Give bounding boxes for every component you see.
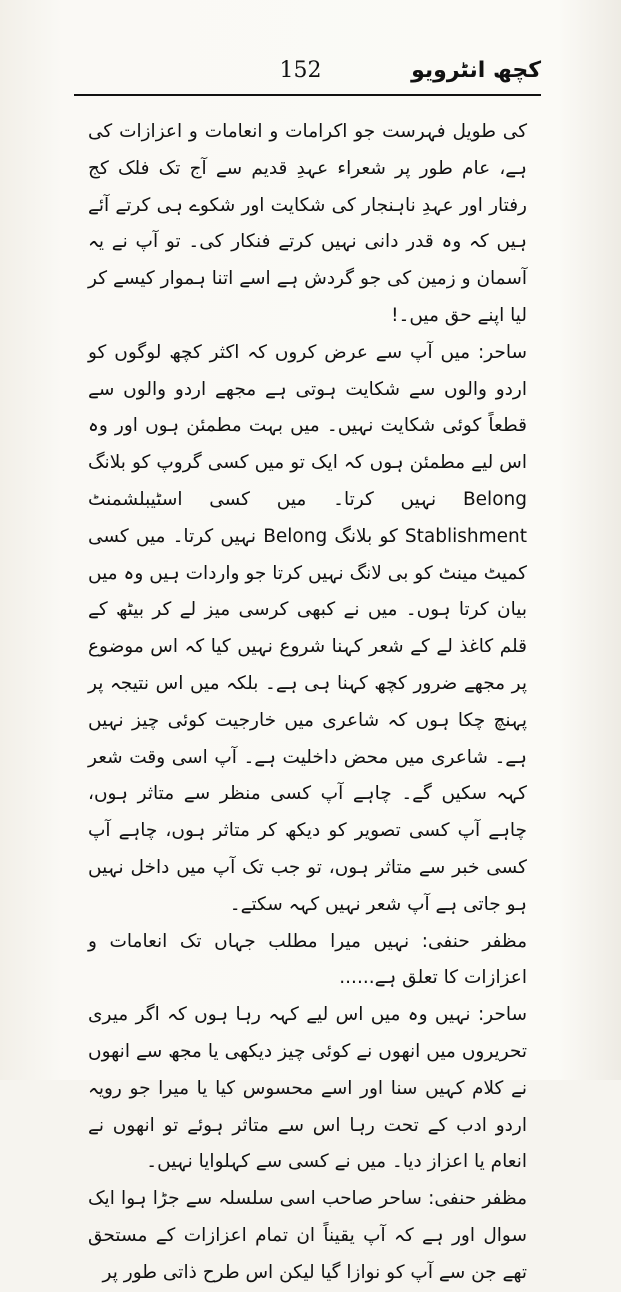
paragraph: [88, 114, 527, 335]
page-number: 152: [279, 58, 322, 83]
paragraph-text: ساحر صاحب اسی سلسلہ سے جڑا ہوا ایک سوال اور ہے کہ آپ یقیناً ان تمام اعزازات کے مستحق تھے جن سے آپ کو نوازا گیا لیکن اس طرح ذاتی طور پر: [88, 1188, 527, 1283]
paragraph-text: کی طویل فہرست جو اکرامات و انعامات و اعزازات کی ہے، عام طور پر شعراء عہدِ قدیم سے آج تک فلک کج رفتار اور عہدِ ناہنجار کی شکایت اور شکوے ہی کرتے آئے ہیں کہ وہ قدر دانی نہیں کرتے فنکار کی۔ تو آپ نے یہ آسمان و زمین کی جو گردش ہے اسے اتنا ہموار کیسے کر لیا اپنے حق میں۔!: [88, 121, 527, 326]
speaker-label: ساحر:: [477, 1004, 527, 1026]
speaker-label: مظفر حنفی:: [421, 930, 527, 952]
paragraph: [88, 335, 527, 924]
paragraph: [88, 997, 527, 1181]
speaker-label: مظفر حنفی:: [428, 1188, 528, 1210]
speaker-label: ساحر:: [477, 341, 527, 363]
paragraph-text: نہیں میرا مطلب جہاں تک انعامات و اعزازات کا تعلق ہے......: [88, 930, 527, 989]
paragraph-text: نہیں وہ میں اس لیے کہہ رہا ہوں کہ اگر میری تحریروں میں انھوں نے کوئی چیز دیکھی یا مجھ سے انھوں نے کلام کہیں سنا اور اسے محسوس کیا یا میرا جو رویہ اردو ادب کے تحت رہا اس سے متاثر ہوئے تو انھوں نے انعام یا اعزاز دیا۔ میں نے کسی سے کہلوایا نہیں۔: [88, 1004, 527, 1173]
header-rule: [74, 94, 541, 96]
page-header: [60, 52, 541, 92]
paragraph-text: میں آپ سے عرض کروں کہ اکثر کچھ لوگوں کو اردو والوں سے شکایت ہوتی ہے مجھے اردو والوں سے قطعاً کوئی شکایت نہیں۔ میں بہت مطمئن ہوں اور وہ اس لیے مطمئن ہوں کہ ایک تو میں کسی گروپ کو بلانگ Belong نہیں کرتا۔ میں کسی اسٹیبلشمنٹ Stablishment کو بلانگ Belong نہیں کرتا۔ میں کسی کمیٹ مینٹ کو بی لانگ نہیں کرتا جو واردات ہیں وہ میں بیان کرتا ہوں۔ میں نے کبھی کرسی میز لے کر بیٹھ کے قلم کاغذ لے کے شعر کہنا شروع نہیں کیا کہ اس موضوع پر مجھے ضرور کچھ کہنا ہی ہے۔ بلکہ میں اس نتیجہ پر پہنچ چکا ہوں کہ شاعری میں خارجیت کوئی چیز نہیں ہے۔ شاعری میں محض داخلیت ہے۔ آپ اسی وقت شعر کہہ سکیں گے۔ چاہے آپ کسی منظر سے متاثر ہوں، چاہے آپ کسی تصویر کو دیکھ کر متاثر ہوں، چاہے آپ کسی خبر سے متاثر ہوں، تو جب تک آپ میں داخل نہیں ہو جاتی ہے آپ شعر نہیں کہہ سکتے۔: [88, 341, 528, 915]
body-text: [88, 114, 527, 1292]
paragraph: [88, 1181, 527, 1291]
paragraph: [88, 924, 527, 998]
running-title: کچھ انٹرویو: [411, 58, 541, 83]
